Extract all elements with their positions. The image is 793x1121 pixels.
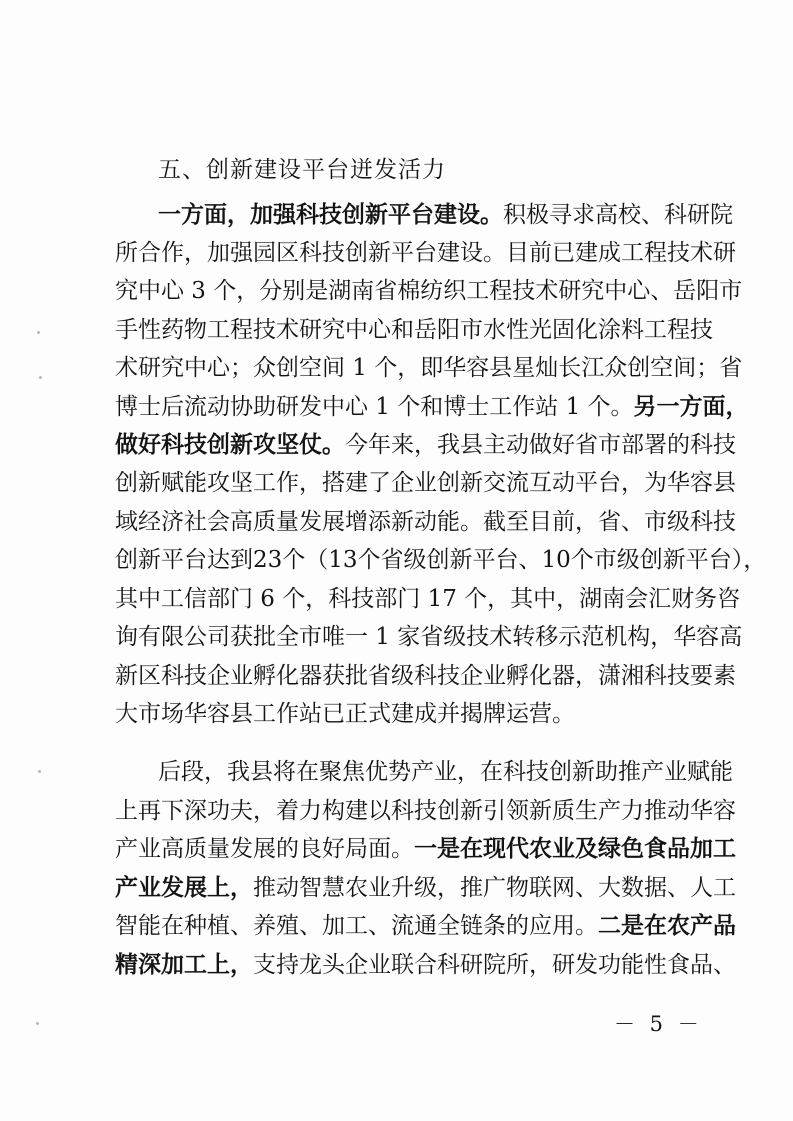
bold-lead: 一方面，加强科技创新平台建设。 — [158, 202, 503, 228]
page-number: － 5 － — [614, 1012, 703, 1036]
text-line: 术研究中心；众创空间 1 个，即华容县星灿长江众创空间；省 — [115, 355, 743, 381]
text-line: 询有限公司获批全市唯一 1 家省级技术转移示范机构，华容高 — [115, 624, 743, 650]
text-line: 大市场华容县工作站已正式建成并揭牌运营。 — [115, 701, 575, 727]
text-run: 产业高质量发展的良好局面。 — [115, 836, 414, 862]
bold-lead: 做好科技创新攻坚仗。 — [115, 432, 345, 458]
text-run: 智能在种植、养殖、加工、流通全链条的应用。 — [115, 913, 598, 939]
text-line: 上再下深功夫，着力构建以科技创新引领新质生产力推动华容 — [115, 798, 736, 824]
text-line: 创新赋能攻坚工作，搭建了企业创新交流互动平台，为华容县 — [115, 470, 736, 496]
bold-lead: 另一方面， — [633, 394, 749, 420]
bold-lead: 精深加工上， — [115, 952, 253, 978]
text-run: 博士后流动协助研发中心 1 个和博士工作站 1 个。 — [115, 394, 634, 420]
text-line: 域经济社会高质量发展增添新动能。截至目前，省、市级科技 — [115, 509, 736, 535]
text-line — [115, 871, 736, 905]
text-line: 究中心 3 个，分别是湖南省棉纺织工程技术研究中心、岳阳市 — [115, 278, 743, 304]
text-run: 积极寻求高校、科研院 — [503, 202, 733, 228]
text-run: 支持龙头企业联合科研院所，研发功能性食品、 — [253, 952, 736, 978]
bold-lead: 产业发展上， — [115, 875, 253, 901]
text-line — [115, 832, 736, 866]
section-heading: 五、创新建设平台迸发活力 — [158, 157, 446, 183]
bold-lead: 一是在现代农业及绿色食品加工 — [414, 836, 736, 862]
text-line — [158, 198, 733, 232]
text-run: 今年来，我县主动做好省市部署的科技 — [345, 432, 736, 458]
text-line: 创新平台达到23个（13个省级创新平台、10个市级创新平台）， — [115, 547, 767, 573]
bold-lead: 二是在农产品 — [598, 913, 736, 939]
scan-speck — [38, 770, 41, 773]
text-line — [115, 428, 736, 462]
text-line: 新区科技企业孵化器获批省级科技企业孵化器，潇湘科技要素 — [115, 663, 736, 689]
text-line: 手性药物工程技术研究中心和岳阳市水性光固化涂料工程技 — [115, 317, 713, 343]
text-line — [115, 909, 736, 943]
text-line: 所合作，加强园区科技创新平台建设。目前已建成工程技术研 — [115, 240, 736, 266]
text-line — [115, 390, 749, 424]
scan-speck — [36, 1022, 39, 1025]
scan-speck — [39, 376, 42, 379]
text-line: 其中工信部门 6 个，科技部门 17 个，其中，湖南会汇财务咨 — [115, 586, 741, 612]
text-line — [115, 948, 736, 982]
text-run: 推动智慧农业升级，推广物联网、大数据、人工 — [253, 875, 736, 901]
scan-speck — [37, 331, 40, 334]
text-line: 后段，我县将在聚焦优势产业，在科技创新助推产业赋能 — [158, 759, 733, 785]
